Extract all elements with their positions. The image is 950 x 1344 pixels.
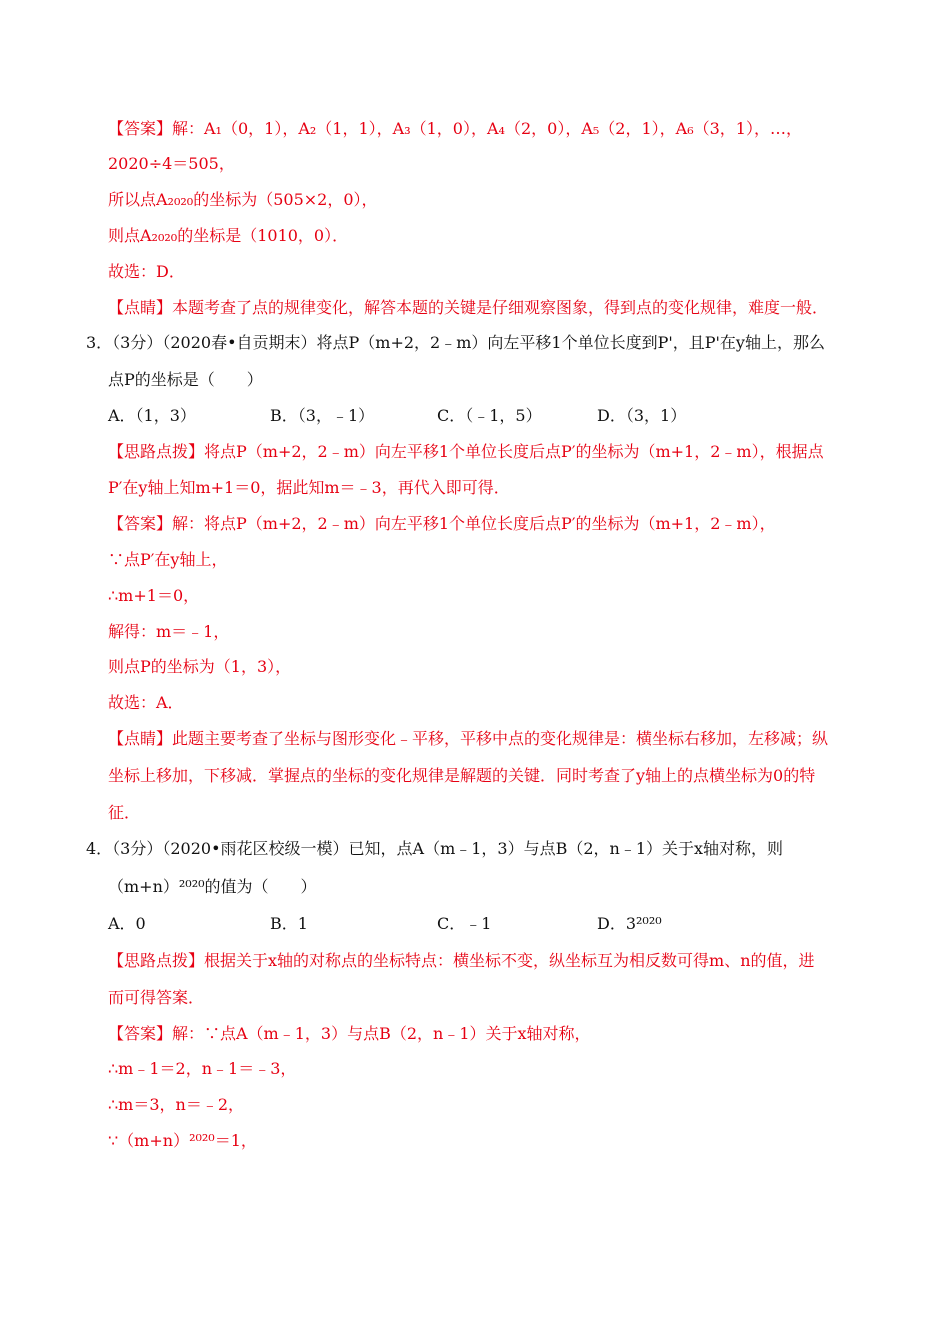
q2-answer-line-5: 故选：D．	[108, 262, 185, 281]
q2-answer-line-3: 所以点A₂₀₂₀的坐标为（505×2，0），	[108, 190, 378, 209]
q4-answer-line-1: 【答案】解：∵点A（m﹣1，3）与点B（2，n﹣1）关于x轴对称，	[108, 1024, 591, 1043]
q4-option-d: D．3²⁰²⁰	[597, 914, 662, 933]
q3-option-c: C．（﹣1，5）	[437, 406, 542, 425]
q4-stem-line-2: （m+n）²⁰²⁰的值为（ ）	[108, 877, 317, 896]
q3-option-a: A．（1，3）	[108, 406, 196, 425]
q4-option-a: A．0	[108, 914, 146, 933]
q2-answer-line-4: 则点A₂₀₂₀的坐标是（1010，0）．	[108, 226, 349, 245]
q3-comment-line-3: 征．	[108, 803, 141, 822]
q3-answer-line-3: ∴m+1＝0，	[108, 586, 200, 605]
q3-answer-line-2: ∵点P′在y轴上，	[108, 550, 228, 569]
q3-answer-line-5: 则点P的坐标为（1，3），	[108, 657, 292, 676]
q3-option-b: B．（3，﹣1）	[270, 406, 375, 425]
q4-answer-line-3: ∴m＝3，n＝﹣2，	[108, 1095, 245, 1114]
q2-answer-line-2: 2020÷4＝505，	[108, 154, 235, 173]
q3-answer-line-1: 【答案】解：将点P（m+2，2﹣m）向左平移1个单位长度后点P′的坐标为（m+1，2﹣m），	[108, 514, 776, 533]
q4-hint-line-1: 【思路点拨】根据关于x轴的对称点的坐标特点：横坐标不变，纵坐标互为相反数可得m、n的值，进	[108, 951, 815, 970]
q3-answer-line-6: 故选：A．	[108, 693, 184, 712]
q3-stem-line-2: 点P的坐标是（ ）	[108, 370, 263, 389]
q2-answer-line-1: 【答案】解：A₁（0，1），A₂（1，1），A₃（1，0），A₄（2，0），A₅（2，1），A₆（3，1），…，	[108, 119, 802, 138]
q3-answer-line-4: 解得：m＝﹣1，	[108, 622, 230, 641]
q3-option-d: D．（3，1）	[597, 406, 687, 425]
q2-comment: 【点睛】本题考查了点的规律变化，解答本题的关键是仔细观察图象，得到点的变化规律，难度一般．	[108, 298, 829, 317]
q3-comment-line-1: 【点睛】此题主要考查了坐标与图形变化﹣平移，平移中点的变化规律是：横坐标右移加，左移减；纵	[108, 729, 829, 748]
q4-answer-line-4: ∵（m+n）²⁰²⁰＝1，	[108, 1131, 257, 1150]
q4-stem-line-1: 4．（3分）（2020•雨花区校级一模）已知，点A（m﹣1，3）与点B（2，n﹣1）关于x轴对称，则	[86, 839, 784, 858]
q4-option-c: C．﹣1	[437, 914, 492, 933]
q3-hint-line-2: P′在y轴上知m+1＝0，据此知m＝﹣3，再代入即可得．	[108, 478, 510, 497]
q4-answer-line-2: ∴m﹣1＝2，n﹣1＝﹣3，	[108, 1059, 297, 1078]
q3-hint-line-1: 【思路点拨】将点P（m+2，2﹣m）向左平移1个单位长度后点P′的坐标为（m+1，2﹣m），根据点	[108, 442, 824, 461]
q3-stem-line-1: 3．（3分）（2020春•自贡期末）将点P（m+2，2﹣m）向左平移1个单位长度到P'，且P'在y轴上，那么	[86, 333, 825, 352]
q3-comment-line-2: 坐标上移加，下移减．掌握点的坐标的变化规律是解题的关键．同时考查了y轴上的点横坐标为0的特	[108, 766, 816, 785]
q4-hint-line-2: 而可得答案．	[108, 988, 205, 1007]
q4-option-b: B．1	[270, 914, 308, 933]
